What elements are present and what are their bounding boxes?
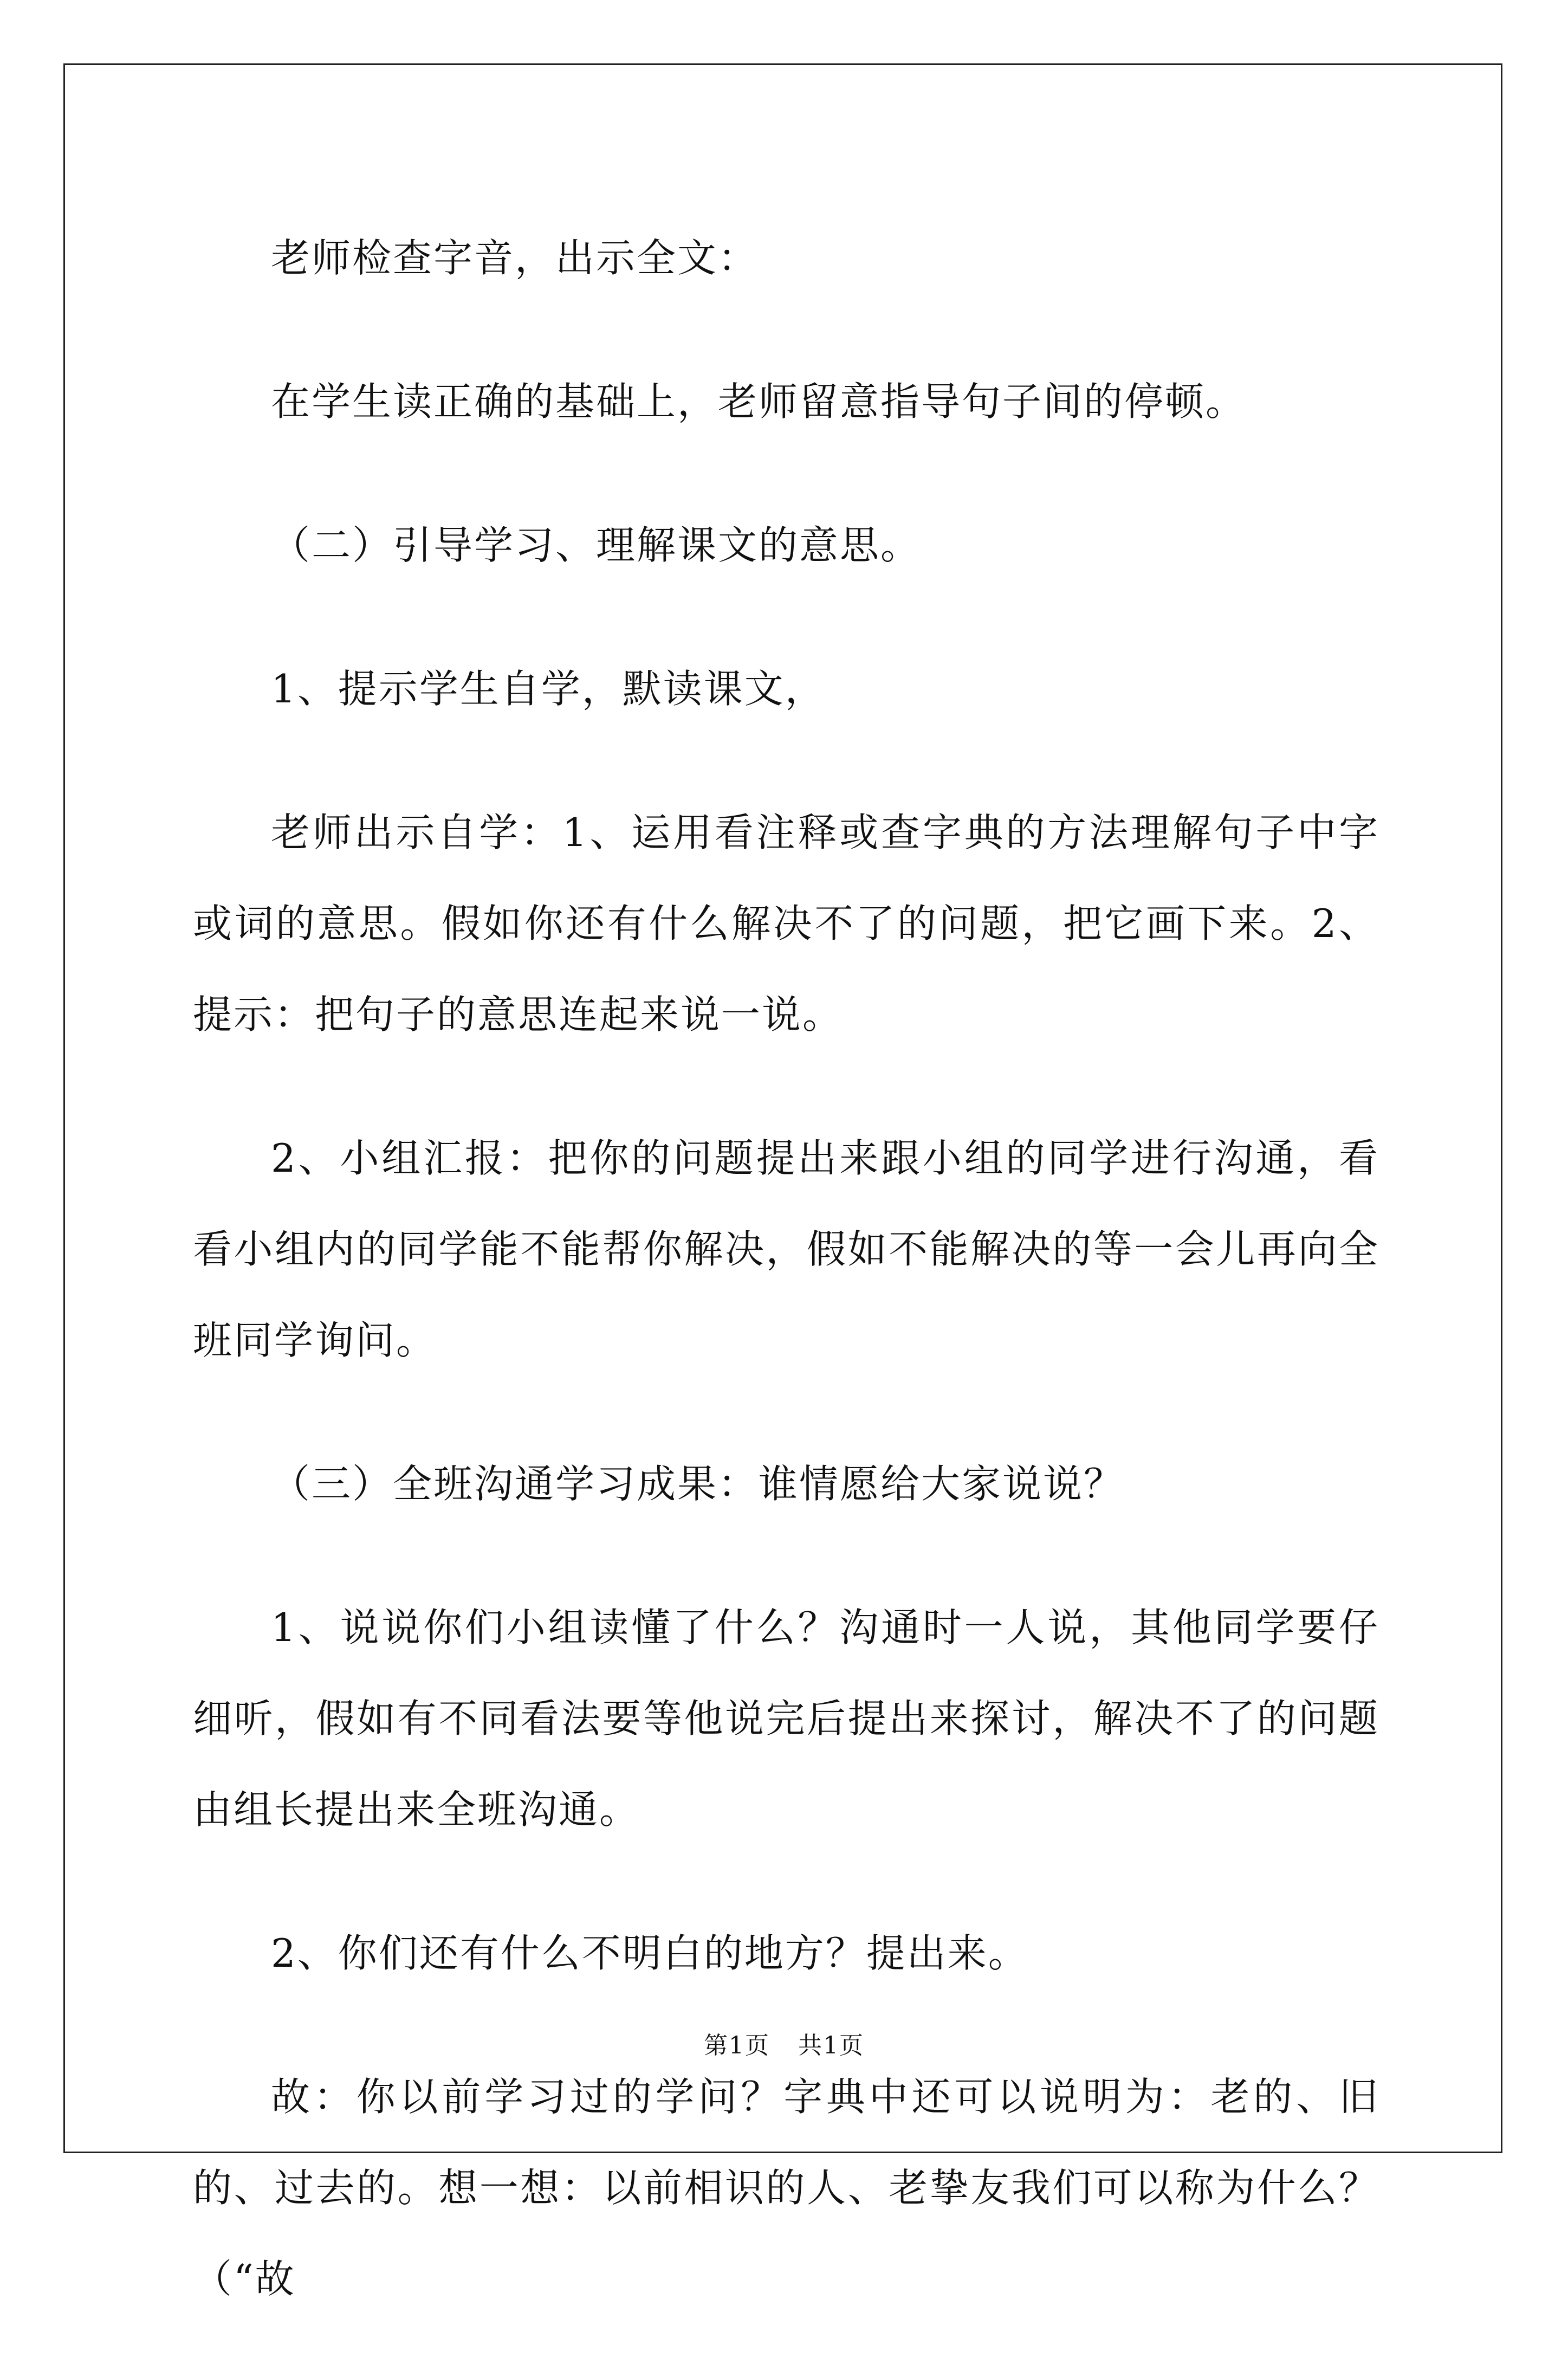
paragraph: 老师出示自学：1、运用看注释或查字典的方法理解句子中字或词的意思。假如你还有什么解决不了的问题，把它画下来。2、提示：把句子的意思连起来说一说。 xyxy=(193,810,1379,1037)
page-number: 第1页 xyxy=(704,2032,770,2059)
page-total: 共1页 xyxy=(798,2032,864,2059)
paragraph: （三）全班沟通学习成果：谁情愿给大家说说？ xyxy=(271,1461,1125,1507)
paragraph: 1、提示学生自学，默读课文， xyxy=(271,666,826,712)
paragraph: 1、说说你们小组读懂了什么？沟通时一人说，其他同学要仔细听，假如有不同看法要等他说完后提出来探讨，解决不了的问题由组长提出来全班沟通。 xyxy=(193,1605,1379,1832)
paragraph: （二）引导学习、理解课文的意思。 xyxy=(271,522,922,568)
paragraph: 故：你以前学习过的学问？字典中还可以说明为：老的、旧的、过去的。想一想：以前相识的人、老挚友我们可以称为什么？（“故 xyxy=(193,2074,1379,2302)
paragraph: 2、小组汇报：把你的问题提出来跟小组的同学进行沟通，看看小组内的同学能不能帮你解决，假如不能解决的等一会儿再向全班同学询问。 xyxy=(193,1135,1379,1363)
paragraph: 2、你们还有什么不明白的地方？提出来。 xyxy=(271,1930,1029,1976)
paragraph: 老师检查字音，出示全文： xyxy=(271,235,759,281)
page-footer xyxy=(0,2026,1568,2061)
paragraph: 在学生读正确的基础上，老师留意指导句子间的停顿。 xyxy=(271,379,1247,424)
